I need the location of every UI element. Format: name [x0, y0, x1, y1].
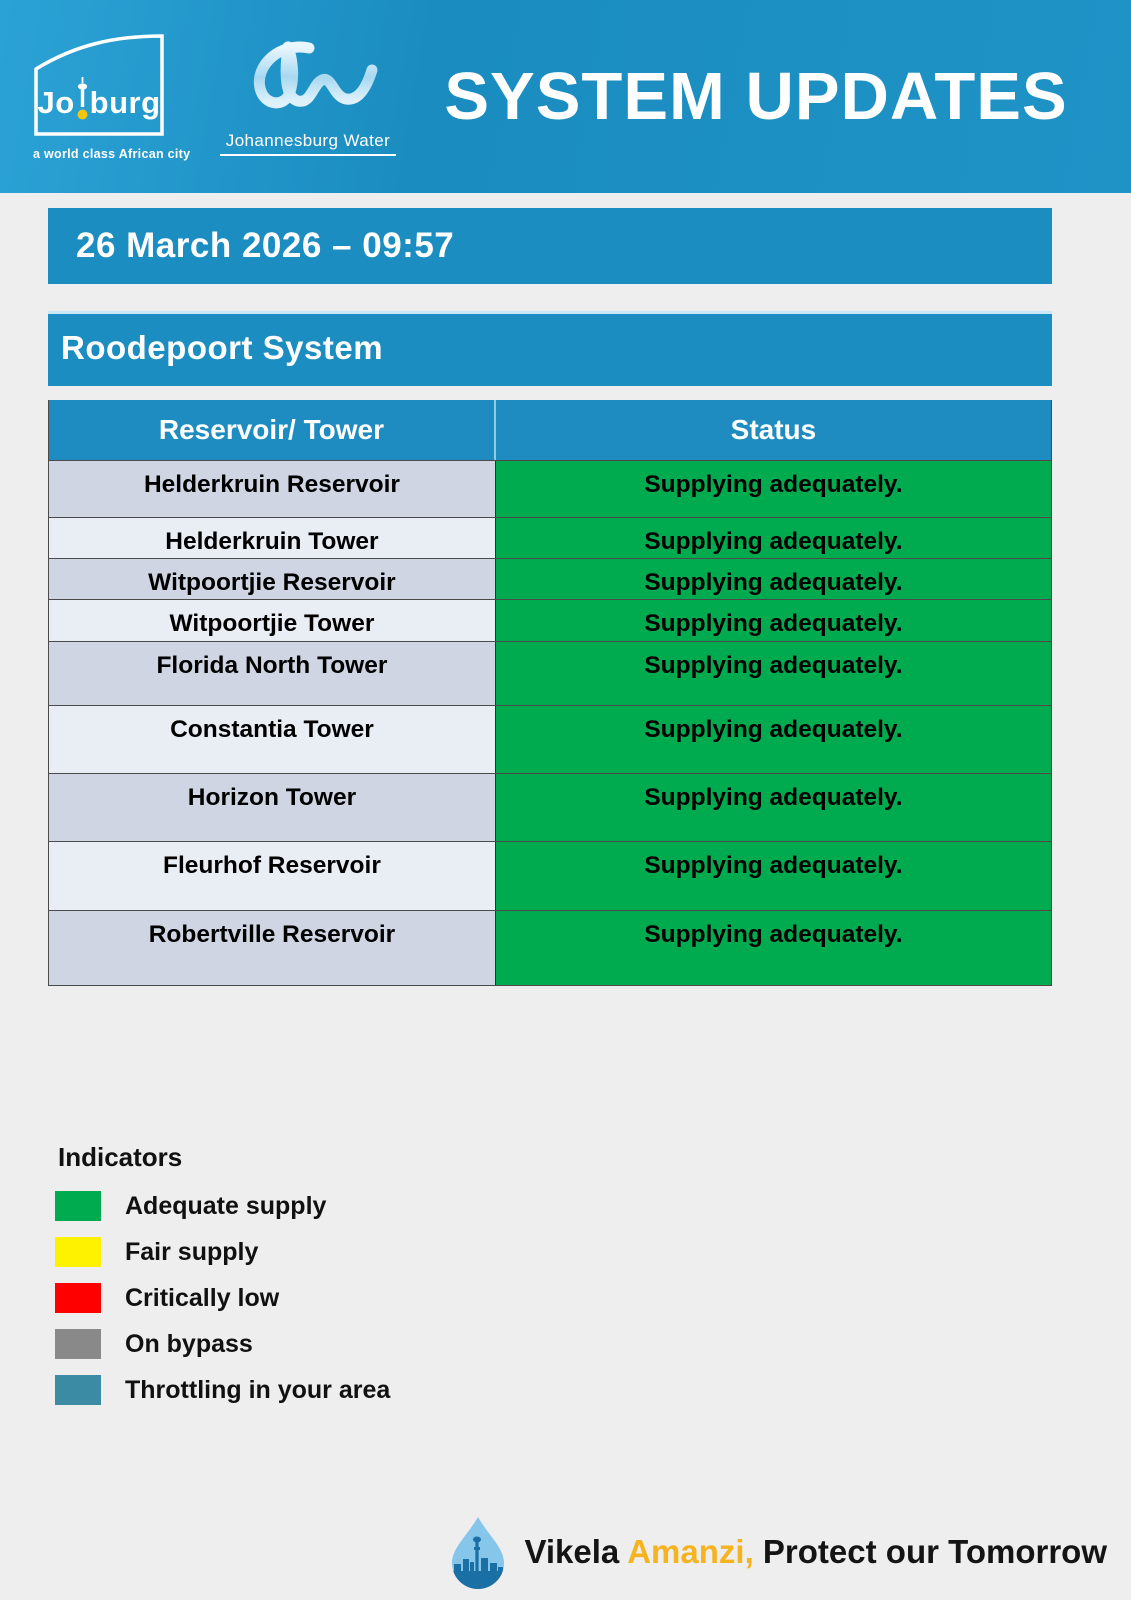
- reservoir-name: Fleurhof Reservoir: [49, 842, 496, 910]
- legend-swatch: [55, 1283, 101, 1313]
- legend-item: [55, 1375, 390, 1405]
- system-title: Roodepoort System: [61, 329, 384, 366]
- water-wave-icon: [221, 38, 396, 126]
- joburg-logo: [33, 33, 193, 161]
- legend-swatch: [55, 1375, 101, 1405]
- column-header-reservoir: Reservoir/ Tower: [49, 400, 496, 460]
- table-row: [49, 517, 1051, 558]
- reservoir-name: Helderkruin Reservoir: [49, 461, 496, 517]
- date-banner: [48, 208, 1052, 284]
- reservoir-name: Constantia Tower: [49, 706, 496, 773]
- page-title: SYSTEM UPDATES: [444, 59, 1068, 134]
- reservoir-name: Helderkruin Tower: [49, 518, 496, 558]
- legend-items: [55, 1191, 390, 1405]
- footer-part1: Vikela: [524, 1533, 628, 1570]
- water-drop-city-icon: [448, 1514, 508, 1590]
- legend-item: [55, 1237, 390, 1267]
- legend-label: Fair supply: [125, 1237, 259, 1266]
- column-header-status: Status: [730, 414, 817, 445]
- legend-swatch: [55, 1329, 101, 1359]
- table-row: [49, 641, 1051, 705]
- status-value: Supplying adequately.: [496, 600, 1051, 641]
- table-row: [49, 558, 1051, 599]
- tower-icon: [77, 77, 88, 121]
- header-banner: [0, 0, 1131, 193]
- footer-highlight: Amanzi,: [627, 1533, 754, 1570]
- legend-label: Throttling in your area: [125, 1375, 391, 1404]
- status-value: Supplying adequately.: [496, 461, 1051, 517]
- status-value: Supplying adequately.: [496, 706, 1051, 773]
- legend-label: Adequate supply: [125, 1191, 327, 1220]
- table-body: [49, 460, 1051, 985]
- legend-item: [55, 1191, 390, 1221]
- joburg-logo-text: [33, 77, 165, 121]
- joburg-text-burg: burg: [89, 84, 161, 120]
- status-value: Supplying adequately.: [496, 842, 1051, 910]
- joburg-tagline: a world class African city: [33, 146, 191, 161]
- reservoir-name: Horizon Tower: [49, 774, 496, 841]
- date-text: 26 March 2026 – 09:57: [76, 226, 455, 265]
- status-value: Supplying adequately.: [496, 642, 1051, 705]
- reservoir-name: Robertville Reservoir: [49, 911, 496, 985]
- reservoir-name: Witpoortjie Tower: [49, 600, 496, 641]
- table-row: [49, 705, 1051, 773]
- table-row: [49, 460, 1051, 517]
- legend-label: On bypass: [125, 1329, 253, 1358]
- table-row: [49, 841, 1051, 910]
- reservoir-name: Florida North Tower: [49, 642, 496, 705]
- footer-part2: Protect our Tomorrow: [753, 1533, 1107, 1570]
- legend-title: Indicators: [58, 1142, 183, 1172]
- table-header: [49, 400, 1051, 460]
- legend-swatch: [55, 1191, 101, 1221]
- status-value: Supplying adequately.: [496, 911, 1051, 985]
- legend-swatch: [55, 1237, 101, 1267]
- table-row: [49, 599, 1051, 641]
- reservoir-name: Witpoortjie Reservoir: [49, 559, 496, 599]
- table-row: [49, 910, 1051, 985]
- system-banner: [48, 311, 1052, 386]
- johannesburg-water-logo: [213, 38, 403, 156]
- status-table: [48, 400, 1052, 986]
- footer-slogan: [524, 1533, 1107, 1571]
- johannesburg-water-label: Johannesburg Water: [220, 131, 396, 156]
- legend-item: [55, 1283, 390, 1313]
- status-value: Supplying adequately.: [496, 518, 1051, 558]
- joburg-text-jo: Jo: [37, 84, 75, 120]
- status-value: Supplying adequately.: [496, 559, 1051, 599]
- legend-item: [55, 1329, 390, 1359]
- indicators-legend: [55, 1142, 390, 1421]
- legend-label: Critically low: [125, 1283, 280, 1312]
- footer: [448, 1514, 1107, 1590]
- table-row: [49, 773, 1051, 841]
- status-value: Supplying adequately.: [496, 774, 1051, 841]
